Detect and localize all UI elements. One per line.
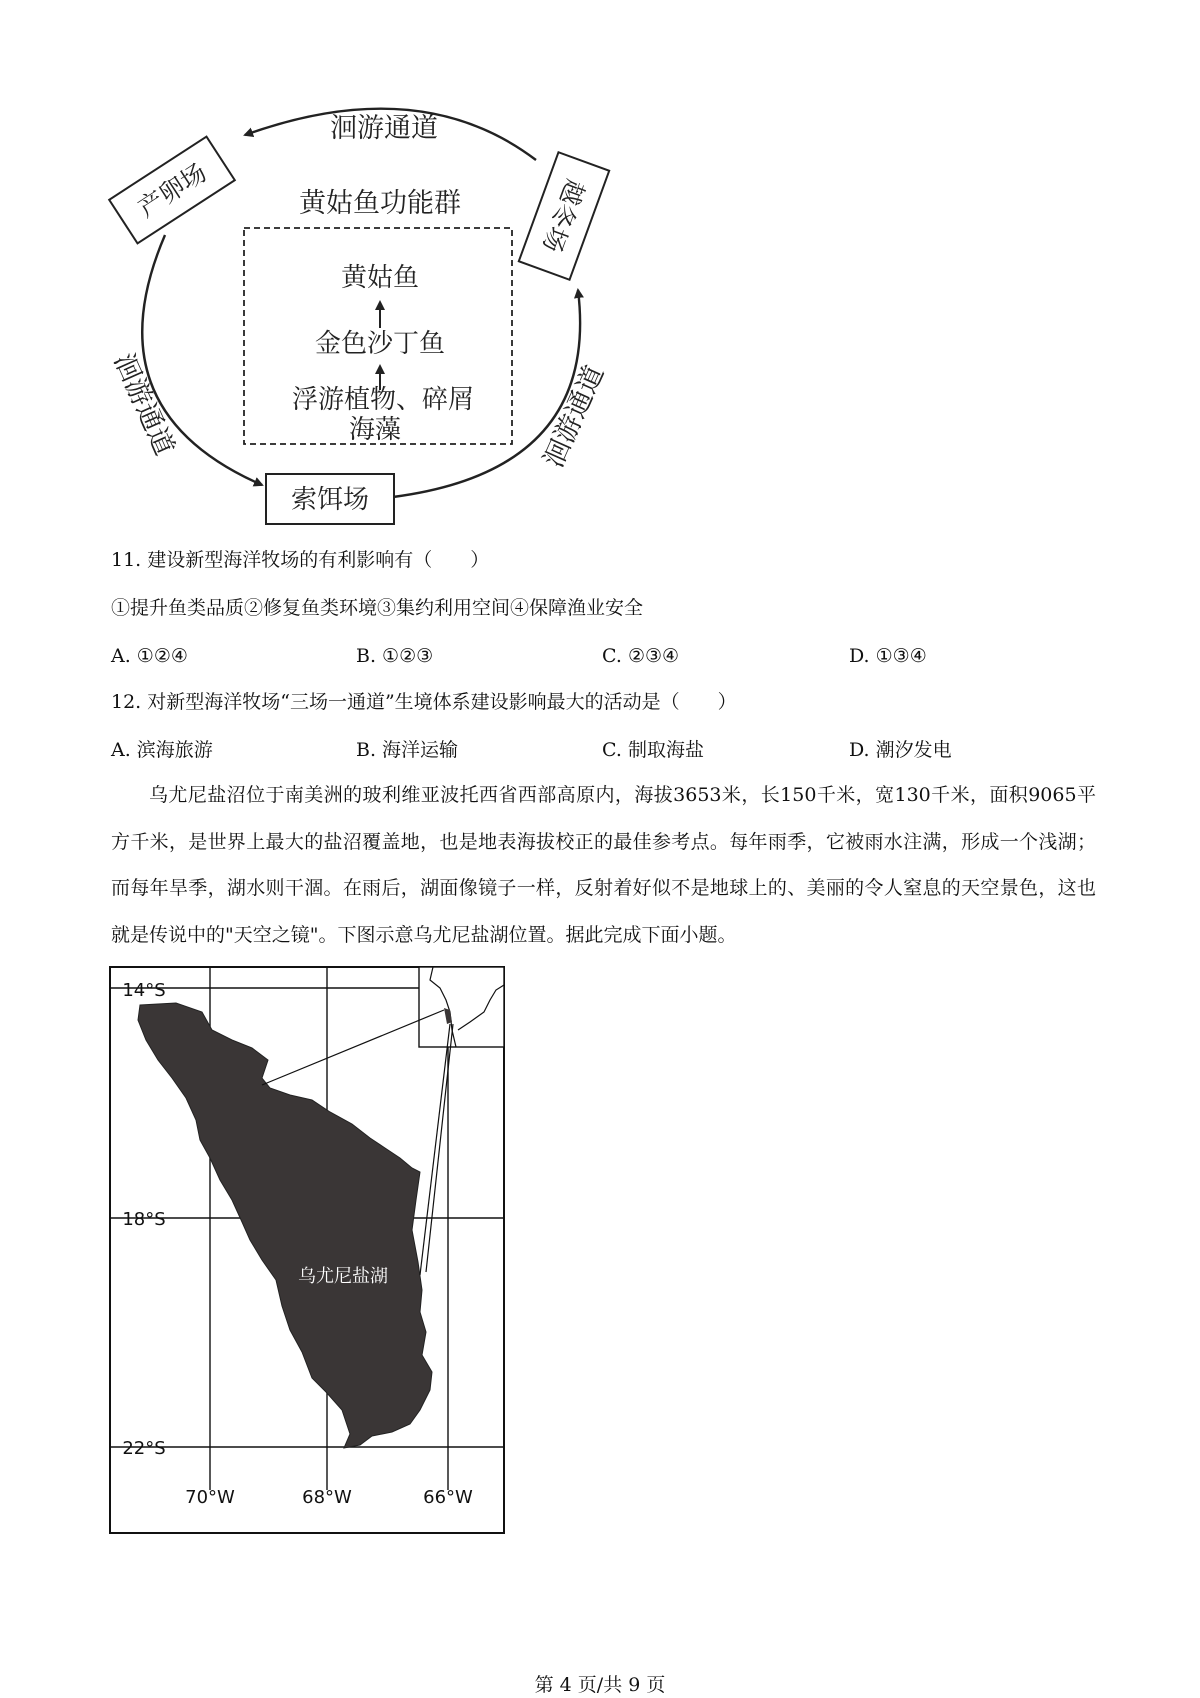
- corridor-label-left: 洄游通道: [107, 348, 180, 461]
- chain-item-2: 金色沙丁鱼: [314, 329, 446, 359]
- overwintering-ground-label: 越冬场: [537, 175, 590, 257]
- overwintering-ground-node: [519, 152, 609, 279]
- question-12-stem: 12. 对新型海洋牧场“三场一通道”生境体系建设影响最大的活动是（ ）: [111, 691, 737, 713]
- inset-map-frame: [419, 967, 504, 1047]
- page-number: 第 4 页/共 9 页: [534, 1674, 666, 1696]
- lon-label-66w: 66°W: [423, 1487, 473, 1508]
- functional-group-title: 黄姑鱼功能群: [299, 188, 461, 219]
- question-12-option-a: A. 滨海旅游: [111, 739, 213, 761]
- spawning-ground-node: [109, 137, 235, 244]
- lat-label-14s: 14°S: [122, 980, 166, 1001]
- question-11-option-a: A. ①②④: [111, 645, 188, 667]
- question-11-option-c: C. ②③④: [602, 645, 680, 667]
- question-12-option-b: B. 海洋运输: [356, 739, 459, 761]
- chain-item-3: 浮游植物、碎屑: [291, 385, 475, 415]
- lon-label-68w: 68°W: [302, 1487, 352, 1508]
- spawning-ground-label: 产卵场: [132, 157, 212, 224]
- question-11-statement: ①提升鱼类品质②修复鱼类环境③集约利用空间④保障渔业安全: [111, 597, 644, 619]
- lat-label-22s: 22°S: [122, 1438, 166, 1459]
- question-11-option-d: D. ①③④: [849, 645, 927, 667]
- question-11-option-b: B. ①②③: [356, 645, 434, 667]
- feeding-ground-node: [266, 474, 394, 524]
- lake-name-label: 乌尤尼盐湖: [298, 1266, 388, 1287]
- chain-item-4: 海藻: [348, 415, 402, 445]
- question-12-option-d: D. 潮汐发电: [849, 739, 952, 761]
- lon-label-70w: 70°W: [185, 1487, 235, 1508]
- chain-item-1: 黄姑鱼: [340, 263, 420, 293]
- corridor-label-top: 洄游通道: [330, 113, 438, 144]
- fish-habitat-diagram: [0, 0, 1200, 540]
- uyuni-passage: 乌尤尼盐沼位于南美洲的玻利维亚波托西省西部高原内，海拔3653米，长150千米，宽130千米，面积9065平方千米，是世界上最大的盐沼覆盖地，也是地表海拔校正的最佳参考点。每年雨季，它被雨水注满，形成一个浅湖；而每年旱季，湖水则干涸。在雨后，湖面像镜子一样，反射着好似不是地球上的、美丽的令人窒息的天空景色，这也就是传说中的"天空之镜"。下图示意乌尤尼盐湖位置。据此完成下面小题。: [111, 784, 1096, 946]
- lat-label-18s: 18°S: [122, 1209, 166, 1230]
- question-11-stem: 11. 建设新型海洋牧场的有利影响有（ ）: [111, 549, 490, 571]
- uyuni-location-map: [0, 960, 1200, 1540]
- feeding-ground-label: 索饵场: [290, 485, 370, 515]
- corridor-label-right: 洄游通道: [538, 360, 611, 473]
- question-12-option-c: C. 制取海盐: [602, 739, 704, 761]
